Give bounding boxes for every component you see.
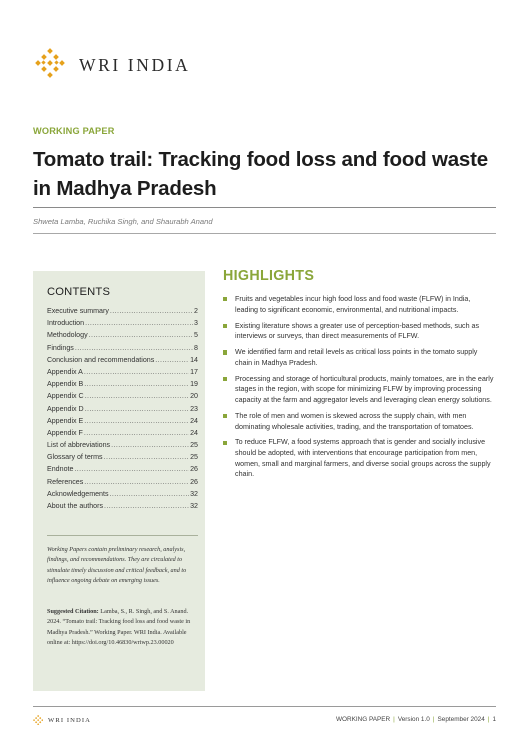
toc-item-page: 25 <box>190 453 198 462</box>
footer-label: WORKING PAPER <box>335 716 391 723</box>
toc-item-title: Conclusion and recommendations <box>47 355 155 364</box>
toc-item-title: Appendix B <box>47 380 84 389</box>
authors-divider <box>33 233 496 234</box>
toc-item-page: 32 <box>190 502 198 510</box>
toc-leader-dots <box>89 331 193 339</box>
toc-leader-dots <box>84 478 189 486</box>
toc-leader-dots <box>85 392 189 400</box>
highlight-item <box>223 374 495 406</box>
toc-item-title: Findings <box>47 343 74 352</box>
toc-leader-dots <box>104 453 190 461</box>
toc-leader-dots <box>85 319 193 327</box>
toc-item[interactable] <box>47 453 198 465</box>
toc-item-page: 24 <box>190 428 198 437</box>
bullet-square-icon <box>223 350 227 354</box>
citation-text: Lamba, S., R. Singh, and S. Anand. 2024. “Tomato trail: Tracking food loss and food waste in Madhya Pradesh.” Working Paper. WRI India. Available online at: https://doi.org/10.46830/wriwp.23.00020 <box>47 608 191 647</box>
toc-leader-dots <box>110 490 190 498</box>
toc-item-title: Executive summary <box>47 307 109 315</box>
footer-separator: | <box>432 716 435 723</box>
contents-panel <box>33 271 205 691</box>
toc-leader-dots <box>75 344 193 352</box>
bullet-square-icon <box>223 324 227 328</box>
footer-version: Version 1.0 <box>397 716 430 723</box>
highlight-text: To reduce FLFW, a food systems approach that is gender and socially inclusive should be adopted, with interventions that encourage participation from men, women, small and marginal farmers, and diverse social groups across the supply chain. <box>235 438 491 479</box>
toc-item-page: 20 <box>190 392 198 401</box>
bullet-square-icon <box>223 414 227 418</box>
table-of-contents <box>47 307 198 514</box>
toc-item[interactable] <box>47 429 198 441</box>
toc-item-title: Appendix F <box>47 428 83 437</box>
highlight-item <box>223 411 495 432</box>
brand-name: WRI INDIA <box>79 54 191 75</box>
toc-item[interactable] <box>47 392 198 404</box>
toc-item-title: Appendix D <box>47 404 84 413</box>
toc-item[interactable] <box>47 380 198 392</box>
toc-leader-dots <box>104 502 189 510</box>
toc-item[interactable] <box>47 478 198 490</box>
toc-item-title: Appendix A <box>47 367 83 376</box>
toc-leader-dots <box>84 417 189 425</box>
toc-item[interactable] <box>47 331 198 343</box>
toc-item-title: Acknowledgements <box>47 489 109 498</box>
toc-leader-dots <box>111 441 189 449</box>
toc-item-page: 32 <box>190 489 198 498</box>
toc-item[interactable] <box>47 344 198 356</box>
footer-brand-name: WRI INDIA <box>48 716 92 724</box>
working-paper-note: Working Papers contain preliminary research, analysis, findings, and recommendations. They are circulated to stimulate timely discussion and critical feedback, and to influence ongoing debate on emerging issues. <box>47 546 187 585</box>
toc-item[interactable] <box>47 307 198 319</box>
footer-meta <box>336 716 496 723</box>
toc-item-page: 5 <box>194 331 198 340</box>
citation-label: Suggested Citation: <box>47 608 99 615</box>
toc-item-title: References <box>47 477 84 486</box>
toc-item-page: 19 <box>190 380 198 389</box>
footer-logo <box>33 715 91 725</box>
toc-leader-dots <box>155 356 189 364</box>
toc-item[interactable] <box>47 441 198 453</box>
footer-separator: | <box>393 716 395 723</box>
toc-item-title: Introduction <box>47 319 85 328</box>
contents-divider <box>47 535 198 536</box>
toc-item-title: List of abbreviations <box>47 441 111 450</box>
toc-item[interactable] <box>47 405 198 417</box>
highlight-item <box>223 347 495 368</box>
document-type-label: WORKING PAPER <box>33 126 115 136</box>
bullet-square-icon <box>223 441 227 445</box>
page-number: 1 <box>492 716 496 723</box>
highlight-item <box>223 321 495 342</box>
toc-item-title: Appendix E <box>47 416 84 425</box>
toc-leader-dots <box>110 307 193 315</box>
toc-item[interactable] <box>47 356 198 368</box>
highlight-text: Processing and storage of horticultural products, mainly tomatoes, are in the early stages in the region, with scope for minimizing FLFW by improving processing capacity at the farm and aggregator levels and leveraging clean energy solutions. <box>235 374 494 404</box>
toc-item-title: Methodology <box>47 331 88 340</box>
toc-item[interactable] <box>47 502 198 514</box>
authors: Shweta Lamba, Ruchika Singh, and Shaurabh Anand <box>33 217 213 226</box>
highlights-heading: HIGHLIGHTS <box>223 268 315 284</box>
toc-leader-dots <box>84 368 189 376</box>
highlight-text: We identified farm and retail levels as critical loss points in the tomato supply chain in Madhya Pradesh. <box>235 348 478 367</box>
toc-item[interactable] <box>47 319 198 331</box>
toc-item-title: Glossary of terms <box>47 453 103 462</box>
toc-item-title: Endnote <box>47 465 74 474</box>
toc-item-page: 23 <box>190 404 198 413</box>
highlight-item <box>223 437 495 479</box>
bullet-square-icon <box>223 377 227 381</box>
toc-item-page: 24 <box>190 416 198 425</box>
toc-leader-dots <box>84 380 189 388</box>
toc-item-page: 26 <box>190 465 198 474</box>
toc-item[interactable] <box>47 417 198 429</box>
paper-title: Tomato trail: Tracking food loss and food waste in Madhya Pradesh <box>33 148 488 200</box>
suggested-citation <box>47 607 197 649</box>
toc-item-page: 26 <box>190 477 198 486</box>
bullet-square-icon <box>223 297 227 301</box>
toc-item-page: 3 <box>194 319 198 328</box>
toc-item-page: 17 <box>190 367 198 376</box>
toc-leader-dots <box>85 405 189 413</box>
contents-heading: CONTENTS <box>47 286 111 298</box>
toc-leader-dots <box>84 429 189 437</box>
wri-india-logo-icon <box>33 48 67 82</box>
toc-item[interactable] <box>47 368 198 380</box>
highlight-item <box>223 294 495 315</box>
toc-item-title: Appendix C <box>47 392 84 401</box>
toc-item[interactable] <box>47 465 198 477</box>
title-divider <box>33 207 496 208</box>
toc-item-page: 2 <box>194 307 198 315</box>
toc-item-page: 8 <box>194 343 198 352</box>
toc-item-page: 25 <box>190 441 198 450</box>
footer-date: September 2024 <box>437 716 485 723</box>
highlight-text: Existing literature shows a greater use of perception-based methods, such as interviews or surveys, than direct measurements of FLFW. <box>235 321 480 341</box>
toc-leader-dots <box>74 465 189 473</box>
footer-separator: | <box>487 716 490 723</box>
highlight-text: The role of men and women is skewed across the supply chain, with men dominating wholesale activities, trading, and the transportation of tomatoes. <box>235 411 474 431</box>
footer-divider <box>33 706 496 707</box>
wri-india-logo <box>33 48 190 82</box>
highlight-text: Fruits and vegetables incur high food loss and food waste (FLFW) in India, leading to significant economic, environmental, and nutritional impacts. <box>235 295 471 314</box>
wri-india-footer-logo-icon <box>33 715 43 725</box>
toc-item-page: 14 <box>190 355 198 364</box>
toc-item-title: About the authors <box>47 502 104 510</box>
toc-item[interactable] <box>47 490 198 502</box>
highlights-list <box>223 294 495 485</box>
